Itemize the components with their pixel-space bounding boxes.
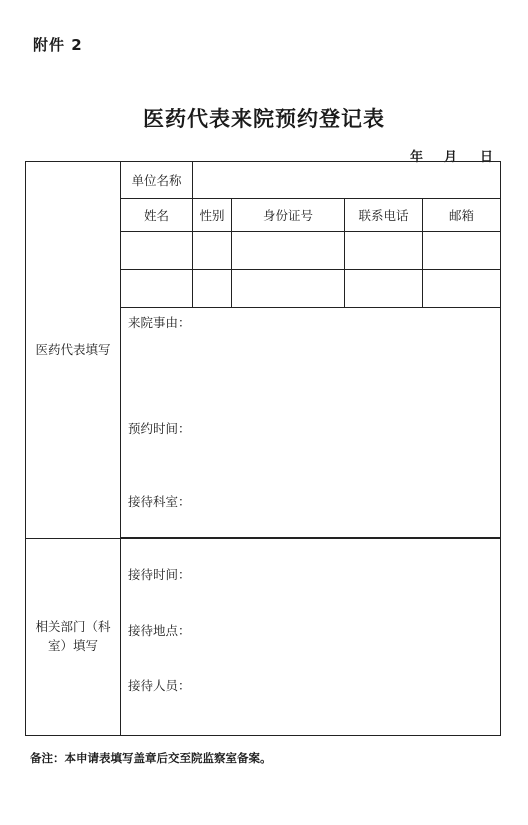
phone-field[interactable] [345,232,423,270]
date-day-label: 日 [480,150,494,165]
reception-dept-label: 接待科室： [128,494,191,509]
appointment-time-label: 预约时间： [128,421,191,436]
reception-place-label: 接待地点： [128,623,191,638]
date-year-label: 年 [410,150,424,165]
date-month-label: 月 [444,150,458,165]
gender-field[interactable] [193,232,232,270]
footnote: 备注：本申请表填写盖章后交至院监察室备案。 [30,751,272,765]
name-field[interactable] [121,270,193,308]
column-header-name: 姓名 [121,199,193,232]
visit-details-field[interactable] [121,308,501,538]
reason-label: 来院事由： [128,315,191,330]
section-dept-label: 相关部门（科室）填写 [26,539,121,736]
reception-staff-label: 接待人员： [128,678,191,693]
column-header-id-number: 身份证号 [232,199,345,232]
id-number-field[interactable] [232,270,345,308]
reception-details-field[interactable] [121,539,501,736]
column-header-gender: 性别 [193,199,232,232]
unit-name-label: 单位名称 [121,162,193,199]
phone-field[interactable] [345,270,423,308]
page-title: 医药代表来院预约登记表 [143,106,385,131]
section-rep-label: 医药代表填写 [26,162,121,539]
unit-name-field[interactable] [193,162,501,199]
name-field[interactable] [121,232,193,270]
column-header-phone: 联系电话 [345,199,423,232]
email-field[interactable] [423,270,501,308]
email-field[interactable] [423,232,501,270]
gender-field[interactable] [193,270,232,308]
registration-form-table [25,161,501,736]
id-number-field[interactable] [232,232,345,270]
attachment-label: 附件 2 [33,36,83,54]
column-header-email: 邮箱 [423,199,501,232]
reception-time-label: 接待时间： [128,567,191,582]
